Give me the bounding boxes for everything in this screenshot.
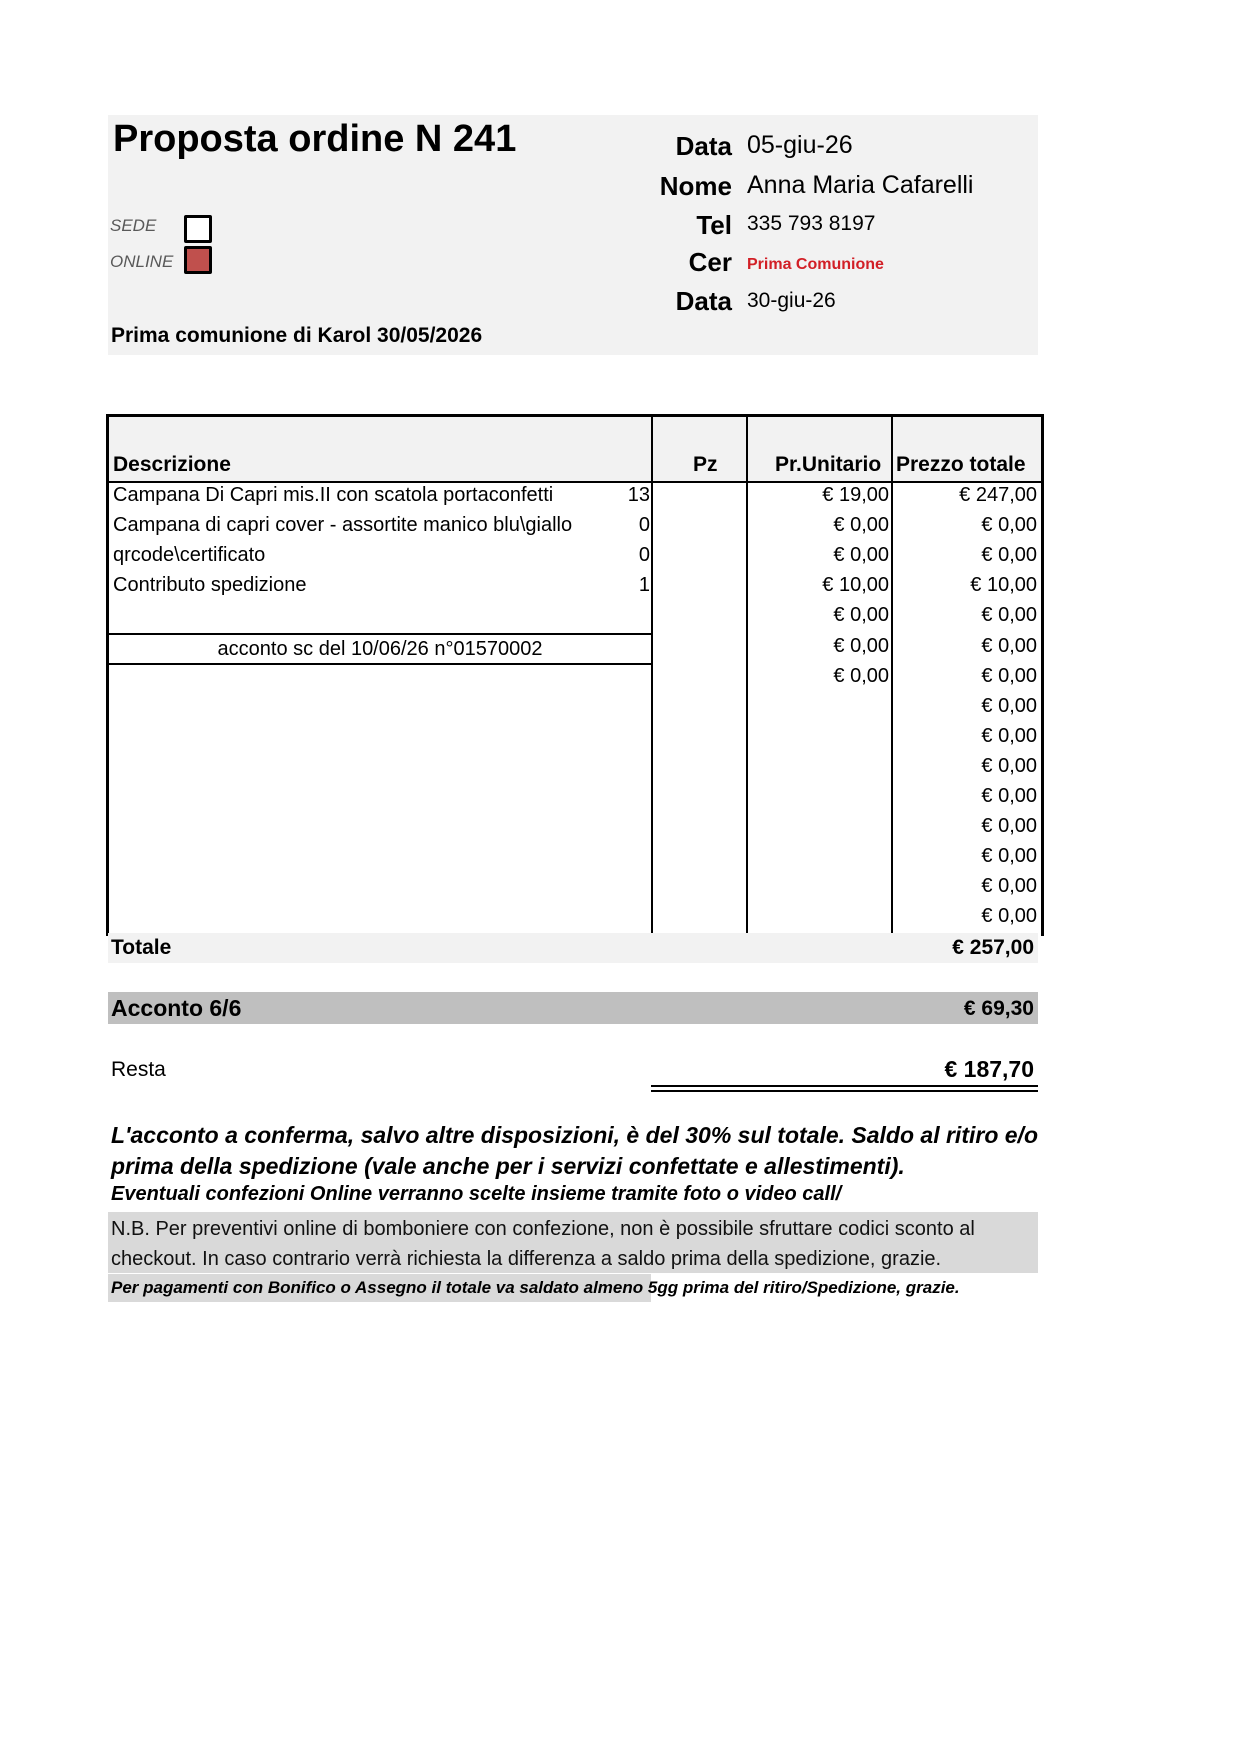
item-total-price: € 0,00 [981,544,1037,567]
column-header-unit-price: Pr.Unitario [775,453,882,476]
name-value: Anna Maria Cafarelli [747,171,974,199]
table-row [109,902,1041,932]
tel-label: Tel [696,210,732,240]
tel-value: 335 793 8197 [747,212,876,235]
total-label: Totale [111,936,172,959]
item-quantity: 1 [638,574,650,597]
item-description: Campana di capri cover - assortite manico blu\giallo [113,514,573,537]
table-row [109,571,1041,601]
item-description: Campana Di Capri mis.II con scatola portaconfetti [113,484,554,506]
date-value: 05-giu-26 [747,131,853,159]
table-row [109,782,1041,812]
item-total-price: € 0,00 [981,724,1037,747]
deposit-note: acconto sc del 10/06/26 n°01570002 [217,638,543,660]
item-total-price: € 247,00 [959,484,1037,506]
item-total-price: € 0,00 [981,875,1037,898]
name-label: Nome [659,171,732,201]
option-online-label: ONLINE [110,252,174,271]
total-bar [108,933,1038,963]
document-title: Proposta ordine N 241 [113,118,517,160]
table-row [109,481,1041,511]
item-total-price: € 10,00 [970,574,1037,597]
cer-label: Cer [688,247,732,277]
table-row [109,752,1041,782]
table-row [109,692,1041,722]
item-total-price: € 0,00 [981,905,1037,928]
cer-value: Prima Comunione [747,256,884,273]
item-total-price: € 0,00 [981,634,1037,657]
event-description: Prima comunione di Karol 30/05/2026 [111,324,483,347]
item-total-price: € 0,00 [981,514,1037,537]
table-row [109,662,1041,692]
item-total-price: € 0,00 [981,785,1037,807]
event-date-label: Data [675,286,732,316]
sede-checkbox[interactable] [184,215,212,243]
online-checkbox[interactable] [184,246,212,274]
date-label: Data [675,131,732,161]
item-unit-price: € 0,00 [833,544,889,567]
item-unit-price: € 0,00 [833,664,889,687]
double-underline [651,1090,1038,1092]
item-total-price: € 0,00 [981,815,1037,838]
online-packaging-note: Eventuali confezioni Online verranno scelte insieme tramite foto o video call/ [111,1183,842,1205]
deposit-bar [108,992,1038,1024]
table-row [109,872,1041,902]
table-row [109,541,1041,571]
item-unit-price: € 0,00 [833,634,889,657]
item-quantity: 13 [627,484,650,506]
table-row [109,511,1041,541]
item-description: qrcode\certificato [113,544,266,567]
item-total-price: € 0,00 [981,604,1037,627]
remaining-label: Resta [111,1058,166,1081]
column-header-total-price: Prezzo totale [896,453,1026,476]
table-row [109,601,1041,631]
payment-note: Per pagamenti con Bonifico o Assegno il totale va saldato almeno 5gg prima del ritiro/Spedizione, grazie. [111,1278,960,1297]
table-row [109,812,1041,842]
table-row [109,632,1041,662]
item-unit-price: € 19,00 [822,484,889,506]
item-unit-price: € 10,00 [822,574,889,597]
items-table [106,414,1044,936]
deposit-label: Acconto 6/6 [111,995,242,1021]
table-row [109,842,1041,872]
item-quantity: 0 [638,544,650,567]
option-sede-label: SEDE [110,216,157,235]
item-total-price: € 0,00 [981,694,1037,717]
item-unit-price: € 0,00 [833,604,889,627]
item-description: Contributo spedizione [113,574,307,597]
item-quantity: 0 [638,514,650,537]
item-total-price: € 0,00 [981,754,1037,777]
item-total-price: € 0,00 [981,664,1037,687]
table-row [109,722,1041,752]
total-value: € 257,00 [952,936,1034,959]
column-header-description: Descrizione [113,453,231,476]
deposit-value: € 69,30 [963,997,1034,1020]
item-unit-price: € 0,00 [833,514,889,537]
deposit-terms: L'acconto a conferma, salvo altre disposizioni, è del 30% sul totale. Saldo al ritiro e/o prima della spedizione (vale anche per i servizi confettate e allestimenti). [111,1122,1038,1179]
nb-note: N.B. Per preventivi online di bomboniere con confezione, non è possibile sfruttare codici sconto al checkout. In caso contrario verrà richiesta la differenza a saldo prima della spedizione, grazie. [111,1218,975,1270]
double-underline [651,1085,1038,1087]
event-date-value: 30-giu-26 [747,289,836,312]
remaining-value: € 187,70 [944,1056,1034,1082]
item-total-price: € 0,00 [981,845,1037,868]
column-header-pz: Pz [693,453,718,476]
